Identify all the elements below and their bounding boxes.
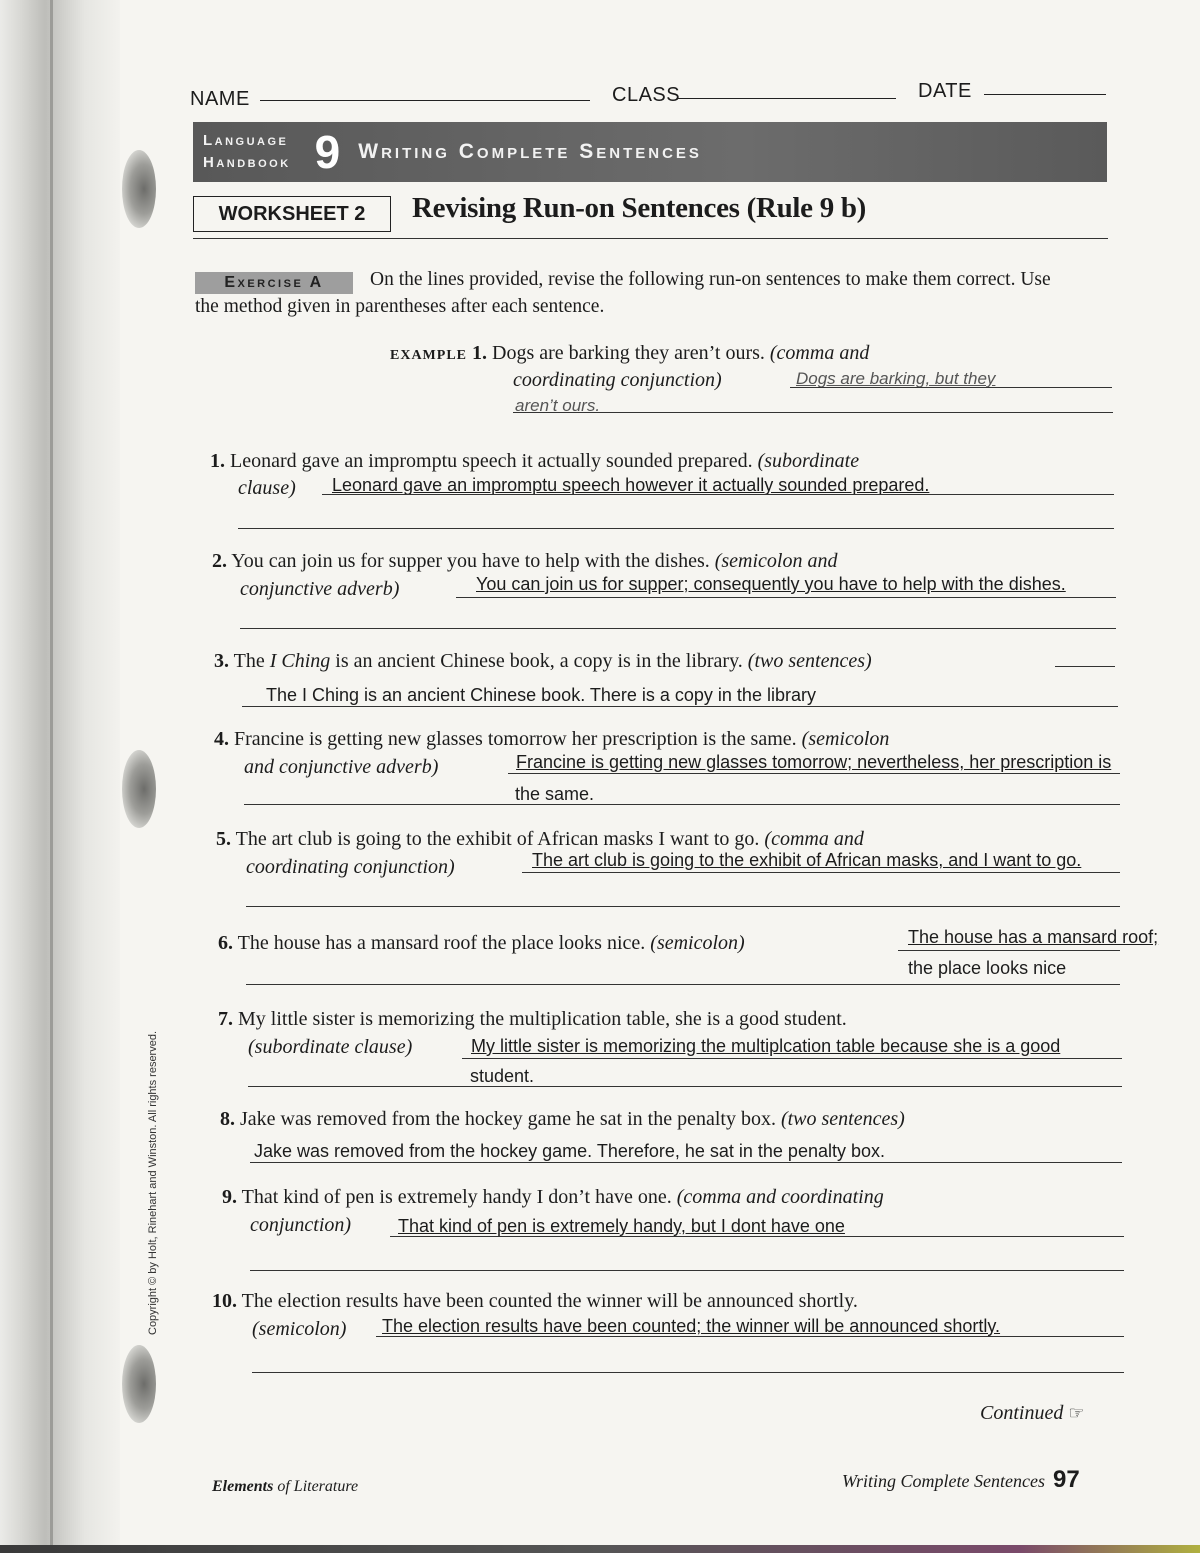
question-2	[212, 548, 1082, 575]
question-method: (subordinate clause)	[248, 1036, 413, 1058]
exercise-label: Exercise A	[195, 272, 353, 294]
question-method: (semicolon	[801, 728, 890, 750]
question-sentence: Leonard gave an impromptu speech it actually sounded prepared.	[230, 450, 753, 472]
answer-6-rule-2	[246, 984, 1120, 985]
name-field-line[interactable]	[260, 100, 590, 101]
page-number: 97	[1052, 1466, 1080, 1493]
section-name: Writing Complete Sentences	[842, 1471, 1045, 1491]
question-sentence-start: The	[233, 650, 270, 672]
question-number: 7.	[218, 1008, 233, 1030]
chapter-title: Writing Complete Sentences	[358, 140, 702, 163]
question-7-method-line	[248, 1034, 412, 1061]
pointing-hand-icon: ☞	[1068, 1403, 1085, 1423]
answer-10-rule-1	[376, 1336, 1124, 1337]
answer-8-line-1[interactable]: Jake was removed from the hockey game. Therefore, he sat in the penalty box.	[254, 1141, 886, 1161]
question-9	[222, 1184, 1102, 1211]
question-sentence: Jake was removed from the hockey game he sat in the penalty box.	[240, 1108, 776, 1130]
answer-9-line-1[interactable]: That kind of pen is extremely handy, but I dont have one	[398, 1216, 845, 1236]
question-4	[214, 726, 1094, 753]
question-number: 3.	[214, 650, 229, 672]
example-answer-2: aren’t ours.	[515, 396, 601, 415]
question-2-method-line	[240, 576, 399, 603]
answer-5-rule-2[interactable]	[246, 906, 1120, 907]
example-number: 1.	[472, 342, 487, 364]
date-field-line[interactable]	[984, 94, 1106, 95]
binder-edge	[50, 0, 53, 1553]
example-label: EXAMPLE	[390, 348, 467, 363]
answer-4-rule-2	[244, 804, 1120, 805]
question-number: 6.	[218, 932, 233, 954]
scan-bottom-edge	[0, 1545, 1200, 1553]
chapter-number: 9	[314, 126, 341, 178]
answer-3-rule-1	[1055, 666, 1115, 667]
question-sentence: Francine is getting new glasses tomorrow her prescription is the same.	[234, 728, 797, 750]
answer-3-rule-2	[242, 706, 1118, 707]
answer-10-line-1[interactable]: The election results have been counted; the winner will be announced shortly.	[382, 1316, 1001, 1336]
question-method-cont: conjunction)	[250, 1214, 352, 1236]
question-sentence-title: I Ching	[269, 650, 331, 672]
question-method: (semicolon)	[650, 932, 745, 954]
question-method: (comma and coordinating	[676, 1186, 884, 1208]
class-field-line[interactable]	[678, 98, 896, 99]
question-8	[220, 1106, 1100, 1133]
title-rule	[193, 238, 1108, 239]
example-item	[390, 340, 1030, 369]
question-4-method-line	[244, 754, 438, 781]
answer-4-rule-1	[508, 773, 1120, 774]
question-3	[214, 648, 1114, 675]
answer-3-line-1[interactable]: The I Ching is an ancient Chinese book. There is a copy in the library	[266, 685, 816, 705]
answer-7-line-1[interactable]: My little sister is memorizing the multiplcation table because she is a good	[471, 1036, 1061, 1056]
answer-4-line-1[interactable]: Francine is getting new glasses tomorrow; nevertheless, her prescription is	[516, 752, 1112, 772]
book-title-rest: of Literature	[273, 1478, 359, 1495]
question-number: 5.	[216, 828, 231, 850]
page-footer	[842, 1466, 1080, 1494]
answer-7-rule-1	[462, 1058, 1122, 1059]
worksheet-label: WORKSHEET 2	[193, 196, 391, 232]
answer-6-line-1[interactable]: The house has a mansard roof;	[908, 927, 1159, 947]
question-number: 10.	[212, 1290, 237, 1312]
question-sentence: My little sister is memorizing the multiplication table, she is a good student.	[238, 1008, 847, 1030]
chapter-banner	[193, 122, 1107, 182]
question-sentence: The house has a mansard roof the place looks nice.	[237, 932, 646, 954]
example-method-line	[513, 367, 722, 394]
copyright-notice: Copyright © by Holt, Rinehart and Winston. All rights reserved.	[147, 1030, 159, 1335]
question-number: 9.	[222, 1186, 237, 1208]
example-rule-1	[790, 387, 1112, 388]
answer-4-line-2[interactable]: the same.	[515, 784, 595, 804]
banner-line-2: Handbook	[203, 154, 291, 171]
question-sentence-end: is an ancient Chinese book, a copy is in the library.	[330, 650, 743, 672]
example-answer-1: Dogs are barking, but they	[796, 369, 996, 388]
binder-shadow	[0, 0, 120, 1553]
question-sentence: You can join us for supper you have to help with the dishes.	[231, 550, 710, 572]
question-method: (subordinate	[757, 450, 860, 472]
exercise-instructions: On the lines provided, revise the following run-on sentences to make them correct. Use the method given in parentheses after each sentence.	[195, 269, 1051, 317]
example-method-b: coordinating conjunction)	[513, 369, 722, 391]
question-number: 2.	[212, 550, 227, 572]
answer-5-rule-1	[522, 872, 1120, 873]
punch-hole-bottom	[122, 1345, 156, 1423]
question-7	[218, 1006, 1098, 1033]
answer-2-line-1[interactable]: You can join us for supper; consequently you have to help with the dishes.	[476, 574, 1066, 594]
question-5	[216, 826, 1096, 853]
question-sentence: That kind of pen is extremely handy I don’t have one.	[241, 1186, 672, 1208]
answer-8-rule-1	[250, 1162, 1122, 1163]
banner-line-1: Language	[203, 132, 289, 149]
date-label: DATE	[918, 80, 972, 102]
answer-7-rule-2	[248, 1086, 1122, 1087]
answer-6-rule-1	[898, 950, 1120, 951]
question-method: (semicolon)	[252, 1318, 347, 1340]
answer-7-line-2[interactable]: student.	[470, 1066, 535, 1086]
question-5-method-line	[246, 854, 455, 881]
question-method: (two sentences)	[780, 1108, 905, 1130]
answer-9-rule-2[interactable]	[250, 1270, 1124, 1271]
question-method: (two sentences)	[747, 650, 872, 672]
book-title-bold: Elements	[212, 1478, 274, 1495]
worksheet-title: Revising Run-on Sentences (Rule 9 b)	[412, 192, 867, 224]
question-sentence: The art club is going to the exhibit of African masks I want to go.	[235, 828, 760, 850]
class-label: CLASS	[612, 84, 681, 106]
book-title	[212, 1478, 358, 1496]
answer-2-rule-2[interactable]	[240, 628, 1116, 629]
continued-label	[980, 1402, 1084, 1425]
question-number: 8.	[220, 1108, 235, 1130]
example-sentence: Dogs are barking they aren’t ours.	[492, 342, 765, 364]
question-1	[210, 448, 1080, 475]
answer-1-rule-1	[322, 494, 1114, 495]
question-number: 4.	[214, 728, 229, 750]
question-sentence: The election results have been counted the winner will be announced shortly.	[241, 1290, 858, 1312]
question-method-cont: and conjunctive adverb)	[244, 756, 439, 778]
answer-10-rule-2[interactable]	[252, 1372, 1124, 1373]
question-number: 1.	[210, 450, 225, 472]
language-handbook-label	[203, 130, 291, 174]
answer-2-rule-1	[456, 597, 1116, 598]
answer-5-line-1[interactable]: The art club is going to the exhibit of African masks, and I want to go.	[532, 850, 1082, 870]
answer-1-rule-2[interactable]	[238, 528, 1114, 529]
punch-hole-top	[122, 150, 156, 228]
question-method-cont: coordinating conjunction)	[246, 856, 455, 878]
name-label: NAME	[190, 88, 250, 110]
question-6	[218, 930, 918, 957]
question-method-cont: conjunctive adverb)	[240, 578, 400, 600]
answer-1-line-1[interactable]: Leonard gave an impromptu speech however it actually sounded prepared.	[332, 475, 930, 495]
continued-text: Continued	[980, 1402, 1064, 1424]
question-10	[212, 1288, 1102, 1315]
question-10-method-line	[252, 1316, 346, 1343]
question-method: (semicolon and	[714, 550, 838, 572]
example-rule-2	[513, 412, 1113, 413]
example-method-a: (comma and	[769, 342, 870, 364]
answer-9-rule-1	[390, 1236, 1124, 1237]
question-9-method-line	[250, 1212, 351, 1239]
punch-hole-middle	[122, 750, 156, 828]
question-method-cont: clause)	[238, 477, 296, 499]
answer-6-line-2[interactable]: the place looks nice	[908, 958, 1067, 978]
question-1-method-line	[238, 475, 296, 502]
question-method: (comma and	[764, 828, 864, 850]
